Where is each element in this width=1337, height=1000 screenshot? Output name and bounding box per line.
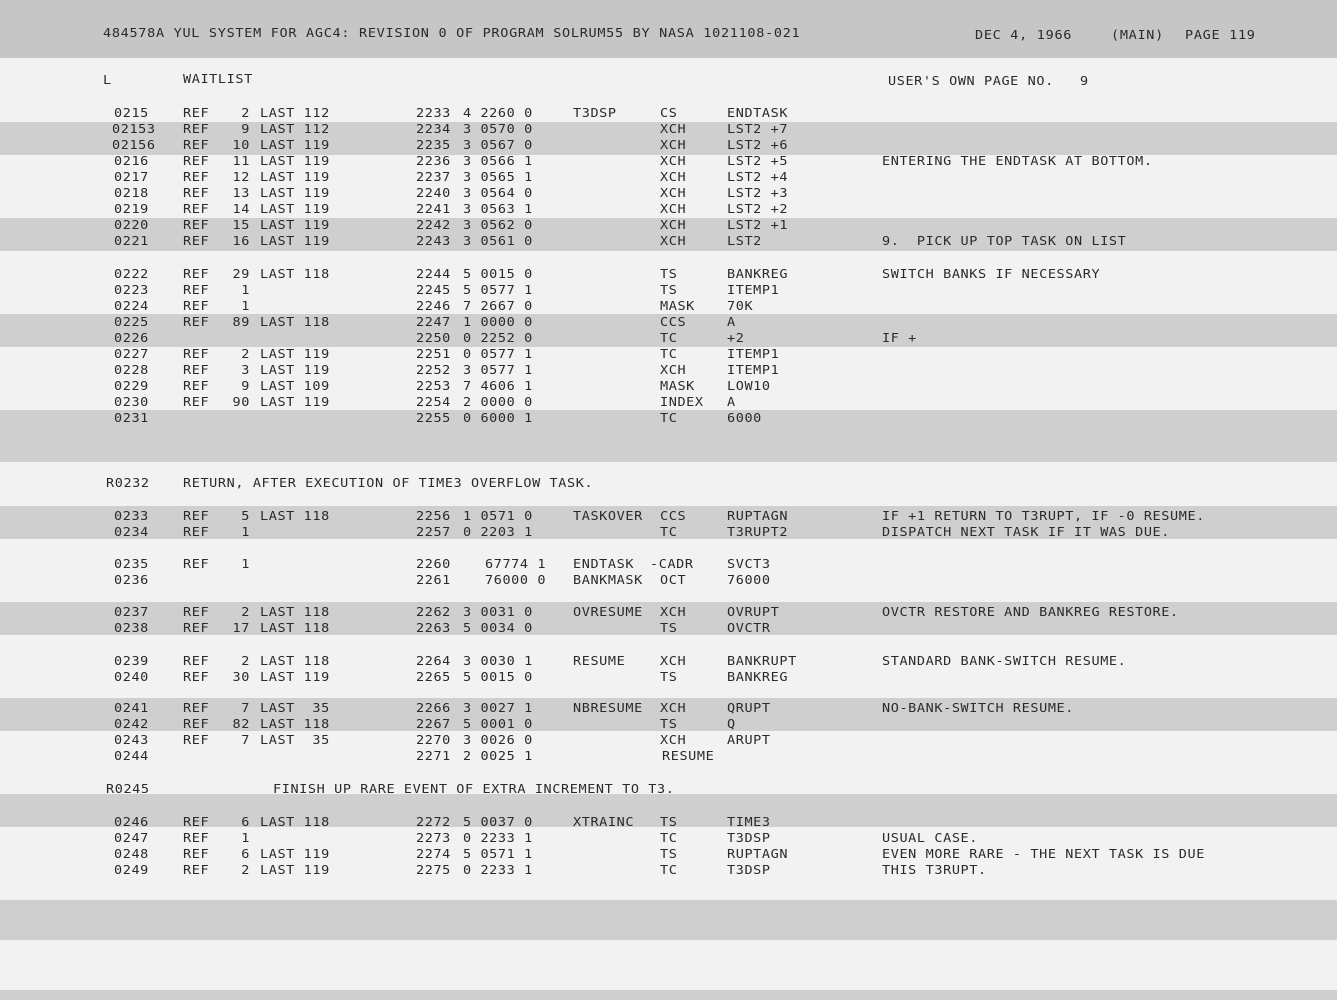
listing-code: 3 0031 0 (463, 604, 533, 620)
listing-operand: ITEMP1 (727, 346, 780, 362)
listing-operand: Q (727, 716, 736, 732)
listing-code: 3 0570 0 (463, 121, 533, 137)
listing-ref: REF (183, 862, 210, 878)
listing-last: LAST 119 (260, 201, 330, 217)
listing-op: CCS (660, 314, 687, 330)
listing-remark: FINISH UP RARE EVENT OF EXTRA INCREMENT TO T3. (273, 781, 675, 797)
listing-addr: 2247 (416, 314, 451, 330)
listing-operand: LST2 +6 (727, 137, 789, 153)
listing-ref: REF (183, 169, 210, 185)
listing-addr: 2233 (416, 105, 451, 121)
listing-operand: BANKRUPT (727, 653, 797, 669)
listing-operand: T3DSP (727, 830, 771, 846)
listing-code: 5 0015 0 (463, 669, 533, 685)
listing-operand: OVRUPT (727, 604, 780, 620)
listing-code: 7 2667 0 (463, 298, 533, 314)
listing-card: 0224 (114, 298, 149, 314)
listing-ref: REF (183, 233, 210, 249)
listing-last: LAST 118 (260, 314, 330, 330)
listing-code: 1 0571 0 (463, 508, 533, 524)
listing-card: 0244 (114, 748, 149, 764)
listing-card: 0248 (114, 846, 149, 862)
listing-ref: REF (183, 846, 210, 862)
listing-ref: REF (183, 556, 210, 572)
listing-operand: ARUPT (727, 732, 771, 748)
listing-comment: USUAL CASE. (882, 830, 979, 846)
listing-operand: 6000 (727, 410, 762, 426)
listing-refno: 1 (241, 556, 250, 572)
listing-operand: LOW10 (727, 378, 771, 394)
listing-label: OVRESUME (573, 604, 643, 620)
listing-op: INDEX (660, 394, 704, 410)
listing-addr: 2251 (416, 346, 451, 362)
listing-addr: 2267 (416, 716, 451, 732)
listing-last: LAST 119 (260, 217, 330, 233)
listing-operand: LST2 +3 (727, 185, 789, 201)
listing-comment: IF + (882, 330, 917, 346)
print-band (0, 900, 1337, 940)
listing-code: 3 0026 0 (463, 732, 533, 748)
listing-code: 0 6000 1 (463, 410, 533, 426)
listing-card: 0235 (114, 556, 149, 572)
listing-op: TC (660, 524, 678, 540)
listing-op: XCH (660, 121, 687, 137)
listing-code: 0 2252 0 (463, 330, 533, 346)
listing-op: OCT (660, 572, 687, 588)
listing-op: TC (660, 346, 678, 362)
listing-code: 7 4606 1 (463, 378, 533, 394)
listing-comment: 9. PICK UP TOP TASK ON LIST (882, 233, 1127, 249)
listing-op: TC (660, 410, 678, 426)
listing-card: 0218 (114, 185, 149, 201)
listing-code: 2 0025 1 (463, 748, 533, 764)
listing-last: LAST 119 (260, 846, 330, 862)
listing-last: LAST 118 (260, 604, 330, 620)
listing-operand: ITEMP1 (727, 362, 780, 378)
listing-op: XCH (660, 217, 687, 233)
listing-op: CS (660, 105, 678, 121)
listing-ref: REF (183, 298, 210, 314)
listing-op: -CADR (650, 556, 694, 572)
listing-operand: LST2 +5 (727, 153, 789, 169)
listing-card: 0227 (114, 346, 149, 362)
listing-card: 0223 (114, 282, 149, 298)
listing-card: 0215 (114, 105, 149, 121)
listing-refno: 10 (232, 137, 250, 153)
listing-code: 67774 1 (485, 556, 547, 572)
listing-addr: 2271 (416, 748, 451, 764)
listing-ref: REF (183, 185, 210, 201)
listing-label: XTRAINC (573, 814, 635, 830)
listing-op: RESUME (662, 748, 715, 764)
log-section-name: WAITLIST (183, 71, 253, 87)
listing-addr: 2245 (416, 282, 451, 298)
listing-addr: 2262 (416, 604, 451, 620)
listing-op: XCH (660, 233, 687, 249)
listing-operand: T3DSP (727, 862, 771, 878)
listing-op: TC (660, 862, 678, 878)
listing-addr: 2241 (416, 201, 451, 217)
listing-operand: 76000 (727, 572, 771, 588)
listing-operand: SVCT3 (727, 556, 771, 572)
listing-last: LAST 118 (260, 266, 330, 282)
listing-last: LAST 119 (260, 137, 330, 153)
listing-refno: 16 (232, 233, 250, 249)
listing-card: 0216 (114, 153, 149, 169)
listing-op: TS (660, 620, 678, 636)
listing-last: LAST 112 (260, 105, 330, 121)
listing-refno: 6 (241, 846, 250, 862)
listing-ref: REF (183, 266, 210, 282)
listing-refno: 1 (241, 830, 250, 846)
listing-op: XCH (660, 604, 687, 620)
listing-ref: REF (183, 669, 210, 685)
listing-code: 4 2260 0 (463, 105, 533, 121)
listing-addr: 2266 (416, 700, 451, 716)
listing-ref: REF (183, 105, 210, 121)
listing-refno: 2 (241, 862, 250, 878)
listing-last: LAST 118 (260, 716, 330, 732)
listing-card: 0242 (114, 716, 149, 732)
listing-addr: 2261 (416, 572, 451, 588)
listing-addr: 2264 (416, 653, 451, 669)
listing-operand: QRUPT (727, 700, 771, 716)
listing-refno: 15 (232, 217, 250, 233)
listing-refno: 13 (232, 185, 250, 201)
listing-refno: 2 (241, 604, 250, 620)
listing-date: DEC 4, 1966 (975, 27, 1073, 43)
listing-addr: 2235 (416, 137, 451, 153)
listing-label: ENDTASK (573, 556, 635, 572)
listing-comment: IF +1 RETURN TO T3RUPT, IF -0 RESUME. (882, 508, 1205, 524)
listing-ref: REF (183, 314, 210, 330)
listing-ref: REF (183, 153, 210, 169)
listing-last: LAST 119 (260, 169, 330, 185)
listing-op: TS (660, 669, 678, 685)
listing-addr: 2273 (416, 830, 451, 846)
listing-addr: 2237 (416, 169, 451, 185)
listing-code: 5 0034 0 (463, 620, 533, 636)
listing-addr: 2254 (416, 394, 451, 410)
listing-refno: 1 (241, 282, 250, 298)
listing-card: 0222 (114, 266, 149, 282)
listing-operand: LST2 +2 (727, 201, 789, 217)
listing-addr: 2272 (416, 814, 451, 830)
listing-addr: 2265 (416, 669, 451, 685)
listing-refno: 90 (232, 394, 250, 410)
listing-op: XCH (660, 700, 687, 716)
listing-code: 2 0000 0 (463, 394, 533, 410)
listing-ref: REF (183, 282, 210, 298)
listing-addr: 2240 (416, 185, 451, 201)
listing-refno: 89 (232, 314, 250, 330)
listing-ref: REF (183, 378, 210, 394)
listing-last: LAST 119 (260, 362, 330, 378)
listing-addr: 2255 (416, 410, 451, 426)
listing-code: 5 0577 1 (463, 282, 533, 298)
listing-addr: 2242 (416, 217, 451, 233)
listing-comment: NO-BANK-SWITCH RESUME. (882, 700, 1075, 716)
listing-refno: 1 (241, 524, 250, 540)
listing-code: 0 2203 1 (463, 524, 533, 540)
listing-last: LAST 118 (260, 653, 330, 669)
listing-card: R0232 (106, 475, 150, 491)
listing-refno: 6 (241, 814, 250, 830)
listing-label: RESUME (573, 653, 626, 669)
listing-last: LAST 35 (260, 700, 330, 716)
listing-ref: REF (183, 653, 210, 669)
listing-last: LAST 118 (260, 814, 330, 830)
listing-op: XCH (660, 153, 687, 169)
listing-card: 0229 (114, 378, 149, 394)
listing-code: 0 0577 1 (463, 346, 533, 362)
listing-op: MASK (660, 378, 695, 394)
listing-operand: LST2 +4 (727, 169, 789, 185)
listing-addr: 2257 (416, 524, 451, 540)
listing-last: LAST 35 (260, 732, 330, 748)
listing-operand: ENDTASK (727, 105, 789, 121)
listing-operand: RUPTAGN (727, 846, 789, 862)
listing-label: BANKMASK (573, 572, 643, 588)
listing-op: TC (660, 330, 678, 346)
listing-op: XCH (660, 362, 687, 378)
listing-label: T3DSP (573, 105, 617, 121)
listing-addr: 2244 (416, 266, 451, 282)
listing-last: LAST 109 (260, 378, 330, 394)
listing-card: 0226 (114, 330, 149, 346)
listing-refno: 82 (232, 716, 250, 732)
listing-comment: STANDARD BANK-SWITCH RESUME. (882, 653, 1127, 669)
listing-code: 5 0571 1 (463, 846, 533, 862)
listing-title: 484578A YUL SYSTEM FOR AGC4: REVISION 0 OF PROGRAM SOLRUM55 BY NASA 1021108-021 (103, 25, 801, 41)
listing-op: XCH (660, 185, 687, 201)
listing-ref: REF (183, 716, 210, 732)
listing-addr: 2270 (416, 732, 451, 748)
listing-card: 0234 (114, 524, 149, 540)
listing-op: TS (660, 266, 678, 282)
listing-last: LAST 119 (260, 862, 330, 878)
listing-code: 5 0015 0 (463, 266, 533, 282)
listing-op: TC (660, 830, 678, 846)
listing-refno: 1 (241, 298, 250, 314)
listing-last: LAST 119 (260, 233, 330, 249)
listing-card: 0249 (114, 862, 149, 878)
listing-refno: 2 (241, 653, 250, 669)
listing-card: 0225 (114, 314, 149, 330)
listing-last: LAST 119 (260, 346, 330, 362)
listing-ref: REF (183, 362, 210, 378)
listing-comment: DISPATCH NEXT TASK IF IT WAS DUE. (882, 524, 1171, 540)
listing-addr: 2252 (416, 362, 451, 378)
listing-card: 0219 (114, 201, 149, 217)
listing-ref: REF (183, 508, 210, 524)
listing-code: 5 0001 0 (463, 716, 533, 732)
listing-code: 3 0561 0 (463, 233, 533, 249)
listing-code: 3 0027 1 (463, 700, 533, 716)
listing-label: TASKOVER (573, 508, 643, 524)
listing-refno: 7 (241, 700, 250, 716)
print-band (0, 990, 1337, 1000)
listing-ref: REF (183, 620, 210, 636)
listing-code: 3 0563 1 (463, 201, 533, 217)
listing-card: 02156 (112, 137, 156, 153)
listing-card: 0228 (114, 362, 149, 378)
listing-ref: REF (183, 137, 210, 153)
listing-addr: 2274 (416, 846, 451, 862)
listing-card: 02153 (112, 121, 156, 137)
listing-op: XCH (660, 169, 687, 185)
listing-addr: 2275 (416, 862, 451, 878)
listing-last: LAST 112 (260, 121, 330, 137)
listing-op: XCH (660, 732, 687, 748)
listing-code: 3 0564 0 (463, 185, 533, 201)
listing-comment: SWITCH BANKS IF NECESSARY (882, 266, 1101, 282)
listing-operand: LST2 +7 (727, 121, 789, 137)
listing-comment: EVEN MORE RARE - THE NEXT TASK IS DUE (882, 846, 1205, 862)
listing-operand: 70K (727, 298, 754, 314)
listing-code: 3 0577 1 (463, 362, 533, 378)
listing-ref: REF (183, 524, 210, 540)
listing-operand: BANKREG (727, 669, 789, 685)
listing-operand: ITEMP1 (727, 282, 780, 298)
listing-last: LAST 118 (260, 620, 330, 636)
listing-operand: LST2 (727, 233, 762, 249)
listing-addr: 2260 (416, 556, 451, 572)
listing-ref: REF (183, 814, 210, 830)
listing-refno: 2 (241, 346, 250, 362)
listing-addr: 2236 (416, 153, 451, 169)
listing-refno: 17 (232, 620, 250, 636)
listing-code: 3 0566 1 (463, 153, 533, 169)
listing-card: 0233 (114, 508, 149, 524)
listing-refno: 5 (241, 508, 250, 524)
listing-card: 0239 (114, 653, 149, 669)
listing-operand: LST2 +1 (727, 217, 789, 233)
listing-card: 0247 (114, 830, 149, 846)
listing-refno: 2 (241, 105, 250, 121)
listing-refno: 9 (241, 378, 250, 394)
listing-operand: T3RUPT2 (727, 524, 789, 540)
users-own-page: USER'S OWN PAGE NO. 9 (888, 73, 1089, 89)
listing-op: XCH (660, 653, 687, 669)
listing-last: LAST 119 (260, 153, 330, 169)
listing-code: 3 0030 1 (463, 653, 533, 669)
listing-refno: 9 (241, 121, 250, 137)
listing-ref: REF (183, 201, 210, 217)
listing-code: 3 0562 0 (463, 217, 533, 233)
listing-code: 0 2233 1 (463, 862, 533, 878)
listing-comment: OVCTR RESTORE AND BANKREG RESTORE. (882, 604, 1179, 620)
listing-ref: REF (183, 700, 210, 716)
listing-op: XCH (660, 201, 687, 217)
listing-card: 0237 (114, 604, 149, 620)
listing-operand: BANKREG (727, 266, 789, 282)
listing-ref: REF (183, 830, 210, 846)
log-section-letter: L (103, 72, 112, 88)
listing-comment: ENTERING THE ENDTASK AT BOTTOM. (882, 153, 1153, 169)
listing-refno: 12 (232, 169, 250, 185)
listing-code: 76000 0 (485, 572, 547, 588)
listing-ref: REF (183, 604, 210, 620)
listing-code: 3 0567 0 (463, 137, 533, 153)
listing-comment: THIS T3RUPT. (882, 862, 987, 878)
listing-card: 0230 (114, 394, 149, 410)
listing-operand: RUPTAGN (727, 508, 789, 524)
listing-card: R0245 (106, 781, 150, 797)
listing-refno: 7 (241, 732, 250, 748)
listing-operand: OVCTR (727, 620, 771, 636)
listing-card: 0238 (114, 620, 149, 636)
listing-refno: 14 (232, 201, 250, 217)
listing-addr: 2234 (416, 121, 451, 137)
listing-addr: 2243 (416, 233, 451, 249)
listing-card: 0220 (114, 217, 149, 233)
listing-code: 5 0037 0 (463, 814, 533, 830)
listing-op: XCH (660, 137, 687, 153)
listing-code: 3 0565 1 (463, 169, 533, 185)
listing-card: 0231 (114, 410, 149, 426)
listing-last: LAST 119 (260, 669, 330, 685)
listing-op: CCS (660, 508, 687, 524)
listing-refno: 29 (232, 266, 250, 282)
listing-op: MASK (660, 298, 695, 314)
listing-card: 0241 (114, 700, 149, 716)
listing-remark: RETURN, AFTER EXECUTION OF TIME3 OVERFLOW TASK. (183, 475, 594, 491)
listing-page-number: PAGE 119 (1185, 27, 1256, 43)
listing-card: 0243 (114, 732, 149, 748)
listing-refno: 30 (232, 669, 250, 685)
listing-operand: TIME3 (727, 814, 771, 830)
listing-card: 0217 (114, 169, 149, 185)
listing-op: TS (660, 814, 678, 830)
listing-ref: REF (183, 394, 210, 410)
listing-op: TS (660, 846, 678, 862)
listing-code: 0 2233 1 (463, 830, 533, 846)
listing-refno: 3 (241, 362, 250, 378)
listing-main-tag: (MAIN) (1111, 27, 1164, 43)
listing-addr: 2246 (416, 298, 451, 314)
listing-addr: 2263 (416, 620, 451, 636)
listing-card: 0221 (114, 233, 149, 249)
listing-op: TS (660, 716, 678, 732)
listing-operand: +2 (727, 330, 745, 346)
listing-label: NBRESUME (573, 700, 643, 716)
listing-code: 1 0000 0 (463, 314, 533, 330)
listing-ref: REF (183, 121, 210, 137)
listing-card: 0246 (114, 814, 149, 830)
listing-card: 0236 (114, 572, 149, 588)
listing-last: LAST 119 (260, 185, 330, 201)
listing-operand: A (727, 314, 736, 330)
listing-ref: REF (183, 346, 210, 362)
listing-operand: A (727, 394, 736, 410)
listing-addr: 2256 (416, 508, 451, 524)
listing-last: LAST 119 (260, 394, 330, 410)
listing-op: TS (660, 282, 678, 298)
listing-ref: REF (183, 217, 210, 233)
listing-last: LAST 118 (260, 508, 330, 524)
listing-addr: 2253 (416, 378, 451, 394)
listing-addr: 2250 (416, 330, 451, 346)
listing-card: 0240 (114, 669, 149, 685)
listing-ref: REF (183, 732, 210, 748)
listing-refno: 11 (232, 153, 250, 169)
